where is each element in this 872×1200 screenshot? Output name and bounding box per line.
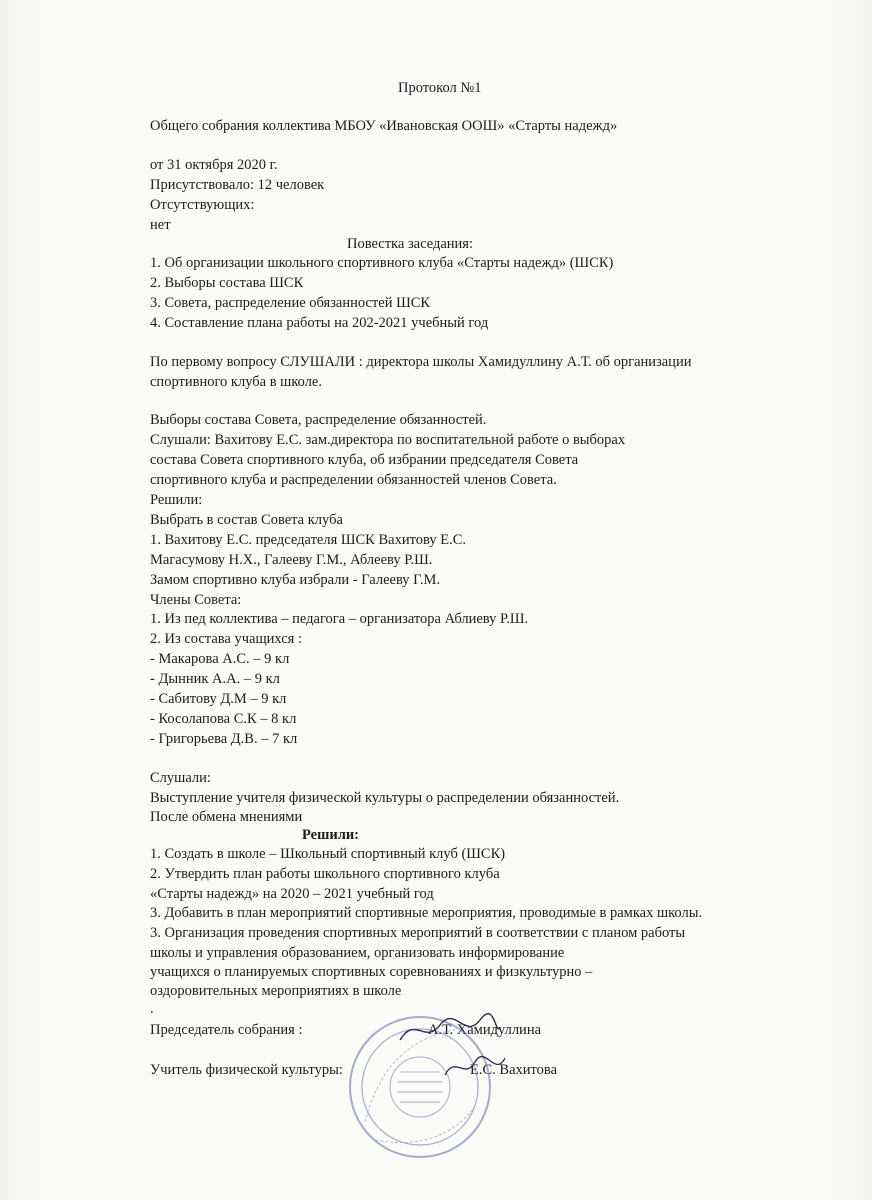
attendance-present: Присутствовало: 12 человек [150,177,325,193]
decision-line: оздоровительных мероприятиях в школе [150,983,402,999]
agenda-item: 4. Составление плана работы на 202-2021 учебный год [150,315,489,331]
elections-line: Магасумову Н.Х., Галееву Г.М., Аблееву Р.Ш. [150,552,433,568]
signature-scribble [440,1050,510,1085]
first-question-line: По первому вопросу СЛУШАЛИ : директора школы Хамидуллину А.Т. об организации [150,354,692,370]
student-entry: - Сабитову Д.М – 9 кл [150,691,287,707]
decision-line: «Старты надежд» на 2020 – 2021 учебный год [150,886,434,902]
signature-role: Учитель физической культуры: [150,1062,343,1078]
decision-line: 3. Организация проведения спортивных мероприятий в соответствии с планом работы [150,925,686,941]
agenda-item: 3. Совета, распределение обязанностей ШСК [150,295,431,311]
elections-line: Выбрать в состав Совета клуба [150,512,343,528]
signature-scribble [395,1010,505,1050]
elections-heard-line: Слушали: Вахитову Е.С. зам.директора по воспитательной работе о выборах [150,432,626,448]
elections-decided-label: Решили: [150,492,203,508]
agenda-item: 1. Об организации школьного спортивного клуба «Старты надежд» (ШСК) [150,255,614,271]
document-subtitle: Общего собрания коллектива МБОУ «Ивановская ООШ» «Старты надежд» [150,118,618,134]
second-line: После обмена мнениями [150,809,303,825]
attendance-absent-value: нет [150,217,171,233]
signature-name: А.Т. Хамидуллина [428,1022,542,1038]
agenda-heading: Повестка заседания: [347,236,473,252]
second-line: Выступление учителя физической культуры о распределении обязанностей. [150,790,620,806]
decision-line: 3. Добавить в план мероприятий спортивные мероприятия, проводимые в рамках школы. [150,905,703,921]
document-title: Протокол №1 [398,80,482,96]
first-question-line: спортивного клуба в школе. [150,374,322,390]
decision-line: . [150,1001,154,1017]
elections-line: Замом спортивно клуба избрали - Галееву Г.М. [150,572,441,588]
elections-line: 1. Вахитову Е.С. председателя ШСК Вахитову Е.С. [150,532,466,548]
signature-name: Е.С. Вахитова [470,1062,558,1078]
elections-line: Члены Совета: [150,592,242,608]
elections-heading: Выборы состава Совета, распределение обязанностей. [150,412,487,428]
signature-role: Председатель собрания : [150,1022,303,1038]
second-heard-label: Слушали: [150,770,211,786]
elections-line: 2. Из состава учащихся : [150,631,302,647]
agenda-item: 2. Выборы состава ШСК [150,275,304,291]
second-decided-label: Решили: [302,827,360,843]
decision-line: 1. Создать в школе – Школьный спортивный клуб (ШСК) [150,846,506,862]
decision-line: учащихся о планируемых спортивных соревнованиях и физкультурно – [150,964,593,980]
student-entry: - Дынник А.А. – 9 кл [150,671,280,687]
meeting-date: от 31 октября 2020 г. [150,157,278,173]
decision-line: 2. Утвердить план работы школьного спортивного клуба [150,866,500,882]
elections-heard-line: спортивного клуба и распределении обязанностей членов Совета. [150,472,557,488]
elections-line: 1. Из пед коллектива – педагога – организатора Аблиеву Р.Ш. [150,611,529,627]
elections-heard-line: состава Совета спортивного клуба, об избрании председателя Совета [150,452,579,468]
student-entry: - Косолапова С.К – 8 кл [150,711,297,727]
decision-line: школы и управления образованием, организовать информирование [150,945,565,961]
student-entry: - Григорьева Д.В. – 7 кл [150,731,298,747]
student-entry: - Макарова А.С. – 9 кл [150,651,290,667]
attendance-absent-label: Отсутствующих: [150,197,255,213]
